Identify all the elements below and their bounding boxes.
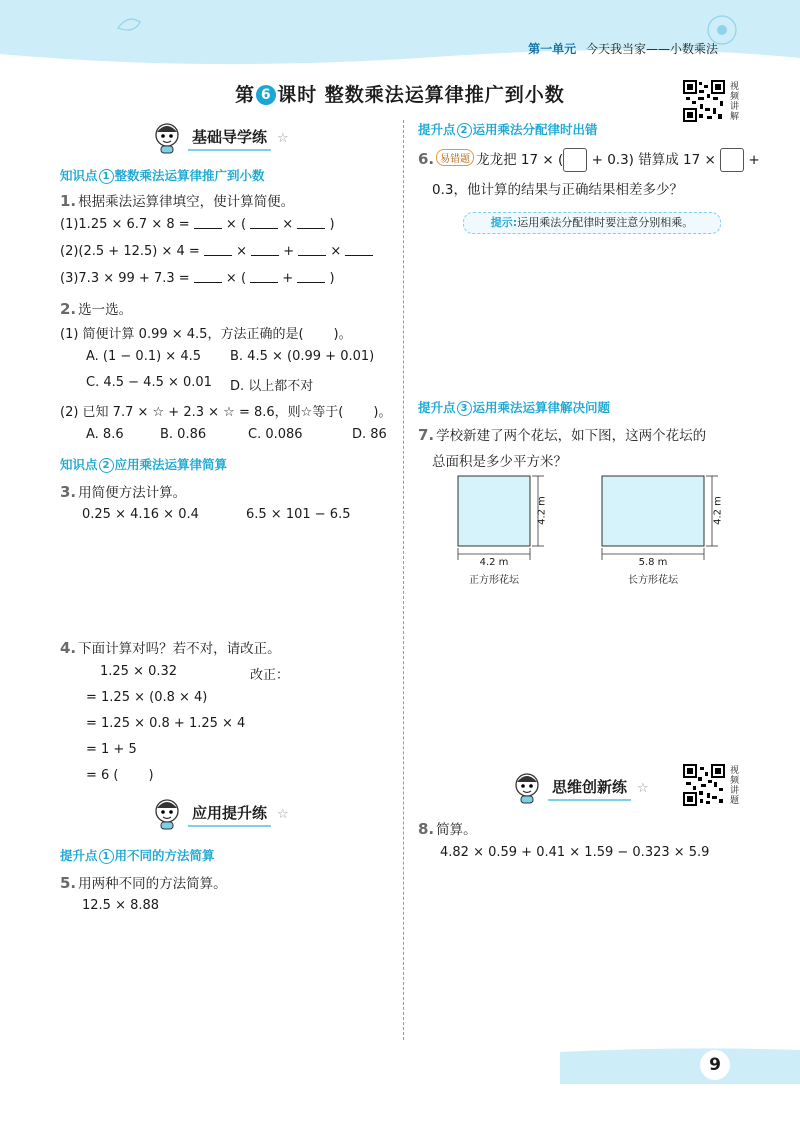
answer-box[interactable] bbox=[720, 148, 744, 172]
q2-option-d: D. 以上都不对 bbox=[230, 379, 314, 394]
hint-label: 提示: bbox=[490, 216, 518, 229]
q4-step-3: = 1.25 × 0.8 + 1.25 × 4 bbox=[86, 716, 246, 731]
q2-option-d2: D. 86 bbox=[352, 427, 387, 442]
question-4: 4. 下面计算对吗？若不对，请改正。 bbox=[60, 639, 281, 657]
question-6: 6. 易错题 龙龙把 17 × ( + 0.3) 错算成 17 × + bbox=[418, 148, 760, 172]
question-7: 7. 学校新建了两个花坛，如下图，这两个花坛的 bbox=[418, 426, 707, 444]
qr-code-icon[interactable] bbox=[683, 764, 725, 806]
q2-option-c2: C. 0.086 bbox=[248, 427, 303, 442]
q2-option-b2: B. 0.86 bbox=[160, 427, 207, 442]
header-band bbox=[0, 0, 800, 68]
fig1-width: 4.2 m bbox=[479, 557, 509, 568]
q4-fix-label: 改正： bbox=[250, 668, 290, 683]
section-apply bbox=[152, 798, 289, 830]
q2-part-1: (1) 简便计算 0.99 × 4.5，方法正确的是( )。 bbox=[60, 327, 352, 342]
tip-point-2: 提升点 2 运用乘法分配律时出错 bbox=[418, 122, 598, 137]
tip-point-3: 提升点 3 运用乘法运算律解决问题 bbox=[418, 400, 611, 415]
qr-label-bottom: 视频讲题 bbox=[730, 766, 740, 806]
fig2-name: 长方形花坛 bbox=[628, 575, 678, 586]
q2-option-b: B. 4.5 × (0.99 + 0.01) bbox=[230, 349, 375, 364]
q8-expr: 4.82 × 0.59 + 0.41 × 1.59 − 0.323 × 5.9 bbox=[440, 845, 710, 860]
title-prefix: 第 bbox=[235, 84, 256, 106]
question-8: 8. 简算。 bbox=[418, 820, 477, 838]
q3-expr-2: 6.5 × 101 − 6.5 bbox=[246, 507, 351, 522]
fig2-height: 4.2 m bbox=[712, 496, 724, 525]
knowledge-point-2: 知识点 2 应用乘法运算律简算 bbox=[60, 457, 228, 472]
fig1-name: 正方形花坛 bbox=[469, 575, 519, 586]
star-icon: ☆ bbox=[277, 130, 289, 146]
tip-point-1: 提升点 1 用不同的方法简算 bbox=[60, 848, 215, 863]
column-divider bbox=[403, 120, 404, 1040]
footer-band bbox=[560, 1046, 800, 1084]
page-number: 9 bbox=[700, 1050, 730, 1080]
question-7-cont: 总面积是多少平方米？ bbox=[432, 454, 567, 470]
section-basic bbox=[152, 122, 289, 154]
error-prone-tag: 易错题 bbox=[436, 149, 474, 166]
header-unit bbox=[528, 40, 718, 57]
question-1: 1. 根据乘法运算律填空，使计算简便。 bbox=[60, 192, 295, 210]
q2-option-a: A. (1 − 0.1) × 4.5 bbox=[86, 349, 202, 364]
hint-box bbox=[463, 212, 721, 234]
section-think bbox=[512, 772, 649, 804]
section-apply-title: 应用提升练 bbox=[188, 802, 271, 827]
q2-part-2: (2) 已知 7.7 × ☆ + 2.3 × ☆ = 8.6，则☆等于( )。 bbox=[60, 405, 392, 420]
mascot-icon bbox=[152, 798, 182, 830]
question-3: 3. 用简便方法计算。 bbox=[60, 483, 187, 501]
q3-expr-1: 0.25 × 4.16 × 0.4 bbox=[82, 507, 199, 522]
lesson-number: 6 bbox=[256, 85, 276, 105]
q1-line-3: (3)7.3 × 99 + 7.3 = × ( + ) bbox=[60, 271, 335, 286]
hint-text: 运用乘法分配律时要注意分别相乘。 bbox=[517, 216, 694, 229]
section-basic-title: 基础导学练 bbox=[188, 126, 271, 151]
section-think-title: 思维创新练 bbox=[548, 776, 631, 801]
page-title bbox=[0, 80, 800, 107]
qr-code-icon[interactable] bbox=[683, 80, 725, 122]
q4-step-5: = 6 ( ) bbox=[86, 768, 154, 783]
mascot-icon bbox=[152, 122, 182, 154]
unit-title: 今天我当家——小数乘法 bbox=[585, 42, 718, 56]
mascot-icon bbox=[512, 772, 542, 804]
q4-step-2: = 1.25 × (0.8 × 4) bbox=[86, 690, 208, 705]
title-text: 课时 整数乘法运算律推广到小数 bbox=[277, 84, 565, 106]
q2-option-a2: A. 8.6 bbox=[86, 427, 124, 442]
fig1-height: 4.2 m bbox=[536, 496, 548, 525]
qr-label-top: 视频讲解 bbox=[730, 82, 740, 122]
q1-line-1: (1)1.25 × 6.7 × 8 = × ( × ) bbox=[60, 217, 335, 232]
knowledge-point-1: 知识点 1 整数乘法运算律推广到小数 bbox=[60, 168, 265, 183]
fig2-width: 5.8 m bbox=[638, 557, 668, 568]
q4-step-1: 1.25 × 0.32 bbox=[100, 664, 178, 679]
question-6-cont: 0.3，他计算的结果与正确结果相差多少？ bbox=[432, 182, 683, 198]
answer-box[interactable] bbox=[563, 148, 587, 172]
q2-option-c: C. 4.5 − 4.5 × 0.01 bbox=[86, 375, 212, 390]
star-icon: ☆ bbox=[637, 780, 649, 796]
rectangle-flowerbed-figure bbox=[594, 472, 724, 562]
q1-line-2: (2)(2.5 + 12.5) × 4 = × + × bbox=[60, 244, 373, 259]
q5-expr: 12.5 × 8.88 bbox=[82, 898, 160, 913]
question-5: 5. 用两种不同的方法简算。 bbox=[60, 874, 227, 892]
star-icon: ☆ bbox=[277, 806, 289, 822]
question-2: 2. 选一选。 bbox=[60, 300, 133, 318]
q4-step-4: = 1 + 5 bbox=[86, 742, 137, 757]
unit-label: 第一单元 bbox=[528, 42, 577, 56]
